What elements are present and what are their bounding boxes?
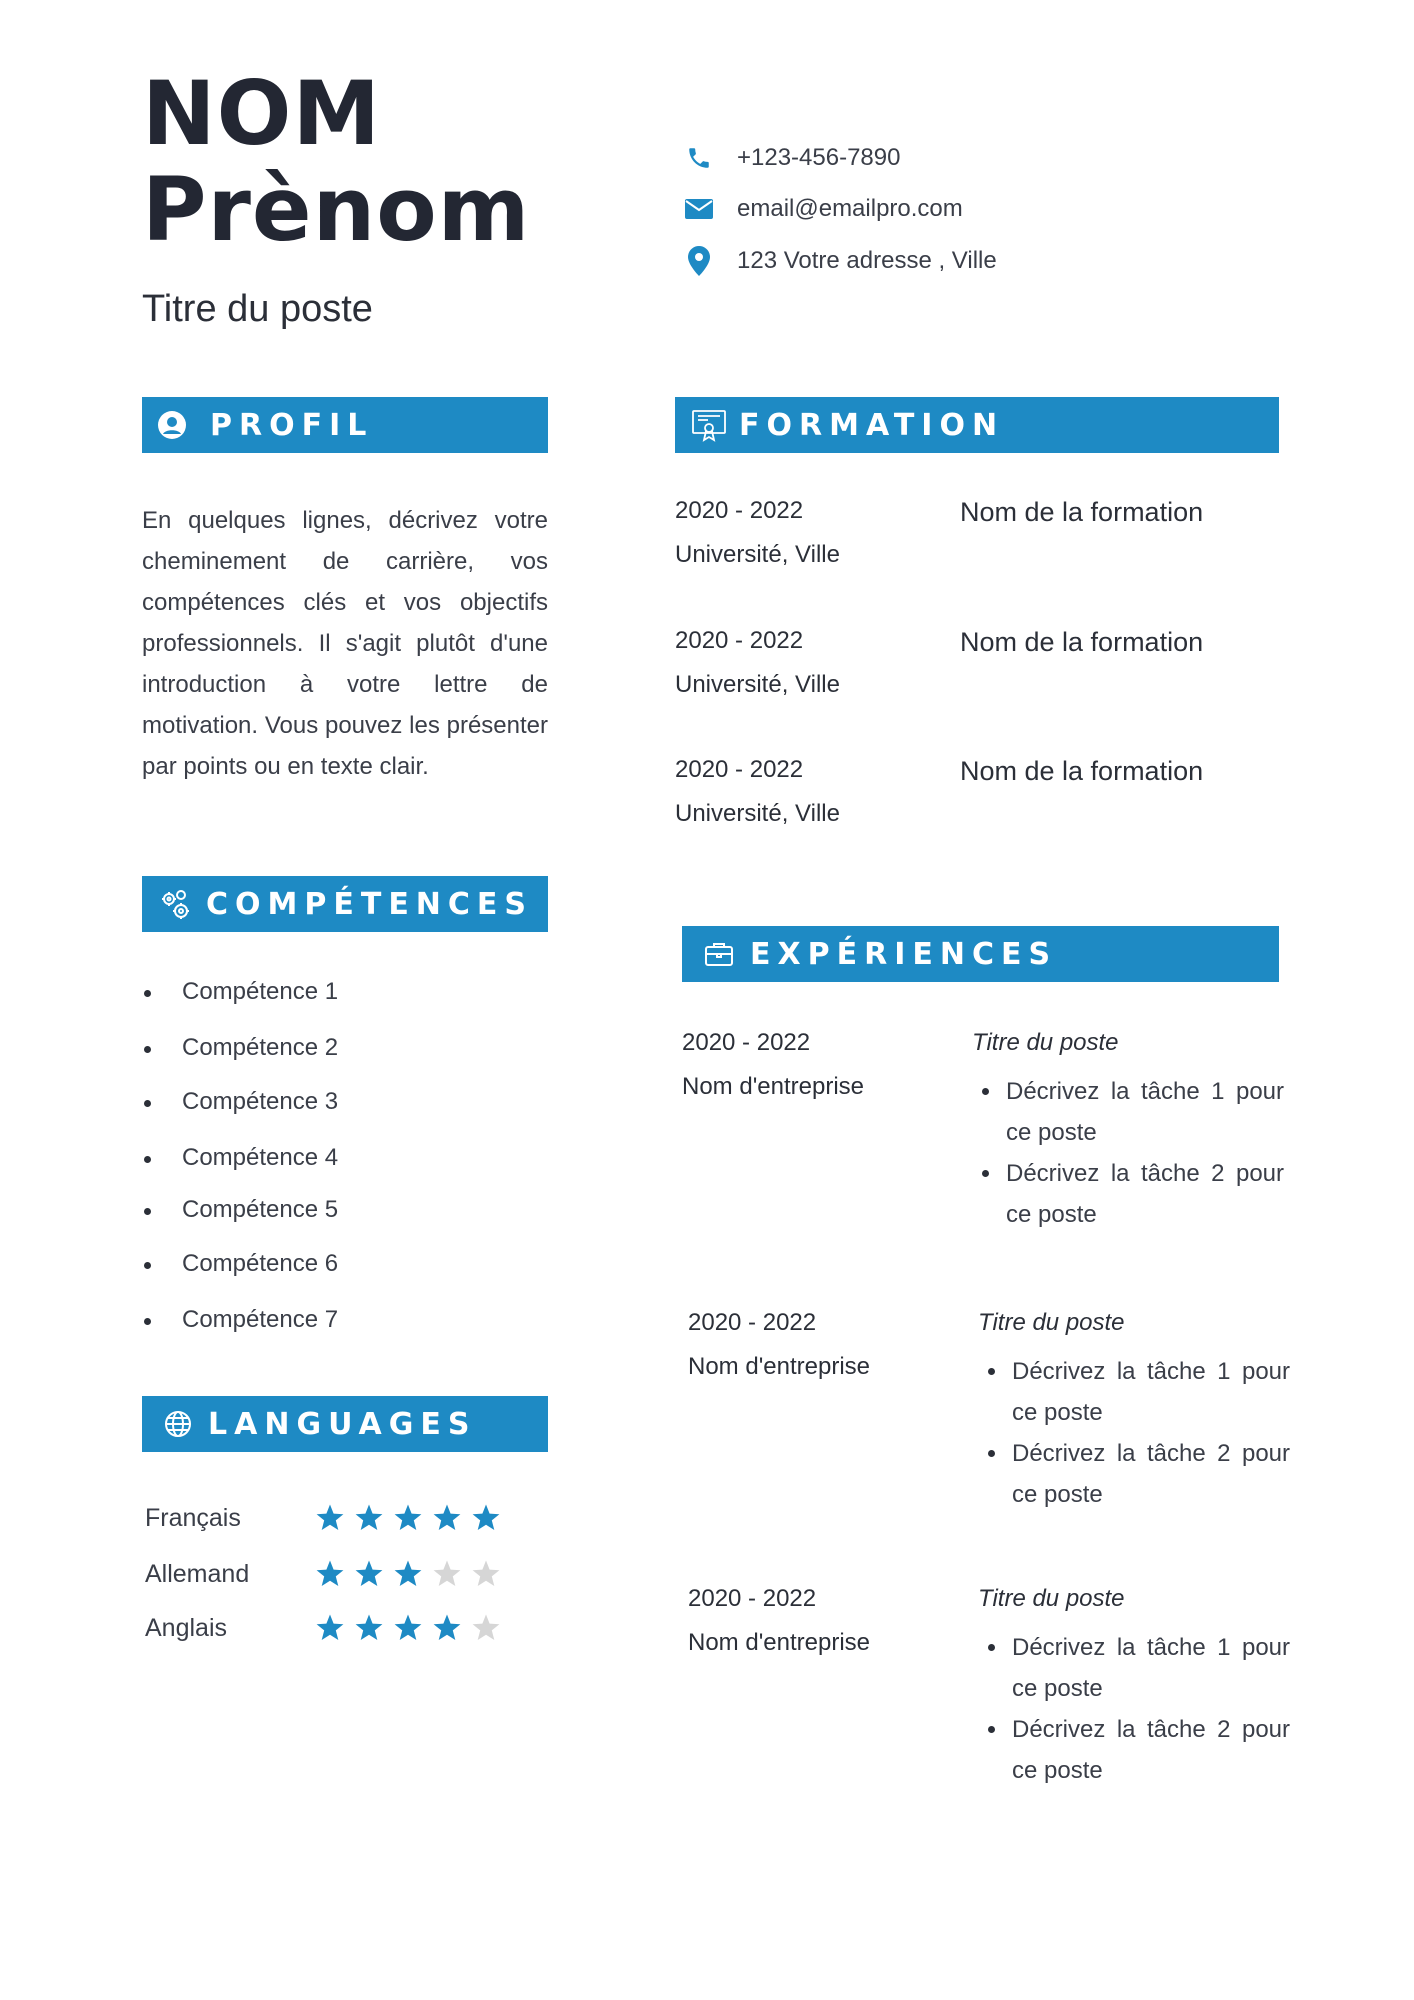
first-name: Prènom	[142, 158, 531, 261]
contact-email	[685, 194, 963, 224]
profile-section-header	[142, 397, 548, 453]
experience-company: Nom d'entreprise	[688, 1629, 870, 1656]
phone-number: +123-456-7890	[737, 144, 901, 171]
globe-icon	[158, 1404, 198, 1444]
star-filled-icon	[354, 1559, 384, 1589]
education-heading: FORMATION	[739, 407, 1005, 443]
language-name: Allemand	[145, 1559, 250, 1588]
candidate-name	[142, 62, 531, 261]
experience-heading: EXPÉRIENCES	[750, 936, 1058, 972]
briefcase-icon	[704, 934, 734, 974]
language-row	[145, 1559, 510, 1589]
star-filled-icon	[393, 1559, 423, 1589]
profile-heading: PROFIL	[210, 407, 374, 443]
language-rating	[315, 1559, 510, 1589]
education-dates: 2020 - 2022	[675, 627, 804, 654]
language-rating	[315, 1613, 510, 1643]
experience-dates: 2020 - 2022	[682, 1029, 811, 1056]
skill-item: Compétence 1	[152, 978, 338, 1006]
skills-heading: COMPÉTENCES	[206, 886, 534, 922]
education-title: Nom de la formation	[960, 756, 1204, 786]
job-title: Titre du poste	[142, 288, 373, 330]
star-filled-icon	[432, 1613, 462, 1643]
education-school: Université, Ville	[675, 541, 840, 568]
languages-section-header	[142, 1396, 548, 1452]
task-item: Décrivez la tâche 2 pour ce poste	[972, 1153, 1284, 1235]
education-title: Nom de la formation	[960, 627, 1204, 657]
task-item: Décrivez la tâche 2 pour ce poste	[978, 1709, 1290, 1791]
task-item: Décrivez la tâche 2 pour ce poste	[978, 1433, 1290, 1515]
task-item: Décrivez la tâche 1 pour ce poste	[978, 1627, 1290, 1709]
star-filled-icon	[471, 1503, 501, 1533]
location-pin-icon	[685, 246, 713, 276]
experience-company: Nom d'entreprise	[682, 1073, 864, 1100]
skill-item: Compétence 4	[152, 1144, 338, 1172]
languages-heading: LANGUAGES	[208, 1406, 477, 1442]
star-filled-icon	[315, 1613, 345, 1643]
skill-item: Compétence 7	[152, 1306, 338, 1334]
education-school: Université, Ville	[675, 800, 840, 827]
language-name: Anglais	[145, 1613, 227, 1642]
star-filled-icon	[315, 1503, 345, 1533]
star-filled-icon	[354, 1503, 384, 1533]
mail-icon	[685, 194, 713, 224]
gears-icon	[156, 884, 196, 924]
experience-company: Nom d'entreprise	[688, 1353, 870, 1380]
skill-item: Compétence 2	[152, 1034, 338, 1062]
star-filled-icon	[315, 1559, 345, 1589]
education-school: Université, Ville	[675, 671, 840, 698]
experience-position: Titre du poste	[972, 1029, 1119, 1056]
contact-phone	[685, 143, 900, 173]
experience-position: Titre du poste	[978, 1585, 1125, 1612]
skills-section-header	[142, 876, 548, 932]
last-name: NOM	[142, 62, 382, 165]
education-dates: 2020 - 2022	[675, 756, 804, 783]
task-item: Décrivez la tâche 1 pour ce poste	[972, 1071, 1284, 1153]
language-rating	[315, 1503, 510, 1533]
contact-address	[685, 246, 997, 276]
star-empty-icon	[432, 1559, 462, 1589]
experience-section-header	[682, 926, 1279, 982]
user-icon	[152, 405, 192, 445]
experience-position: Titre du poste	[978, 1309, 1125, 1336]
postal-address: 123 Votre adresse , Ville	[737, 247, 997, 274]
experience-dates: 2020 - 2022	[688, 1585, 817, 1612]
star-empty-icon	[471, 1613, 501, 1643]
task-item: Décrivez la tâche 1 pour ce poste	[978, 1351, 1290, 1433]
star-filled-icon	[393, 1613, 423, 1643]
email-address: email@emailpro.com	[737, 195, 963, 222]
star-filled-icon	[393, 1503, 423, 1533]
star-filled-icon	[432, 1503, 462, 1533]
experience-dates: 2020 - 2022	[688, 1309, 817, 1336]
phone-icon	[685, 143, 713, 173]
star-filled-icon	[354, 1613, 384, 1643]
diploma-icon	[689, 405, 729, 445]
language-row	[145, 1613, 510, 1643]
education-dates: 2020 - 2022	[675, 497, 804, 524]
language-row	[145, 1503, 510, 1533]
profile-summary: En quelques lignes, décrivez votre cheminement de carrière, vos compétences clés et vos objectifs professionnels. Il s'agit plutôt d'une introduction à votre lettre de motivation. Vous pouvez les présenter par points ou en texte clair.	[142, 507, 548, 780]
skill-item: Compétence 6	[152, 1250, 338, 1278]
skill-item: Compétence 5	[152, 1196, 338, 1224]
skill-item: Compétence 3	[152, 1088, 338, 1116]
education-section-header	[675, 397, 1279, 453]
language-name: Français	[145, 1503, 241, 1532]
star-empty-icon	[471, 1559, 501, 1589]
education-title: Nom de la formation	[960, 497, 1204, 527]
